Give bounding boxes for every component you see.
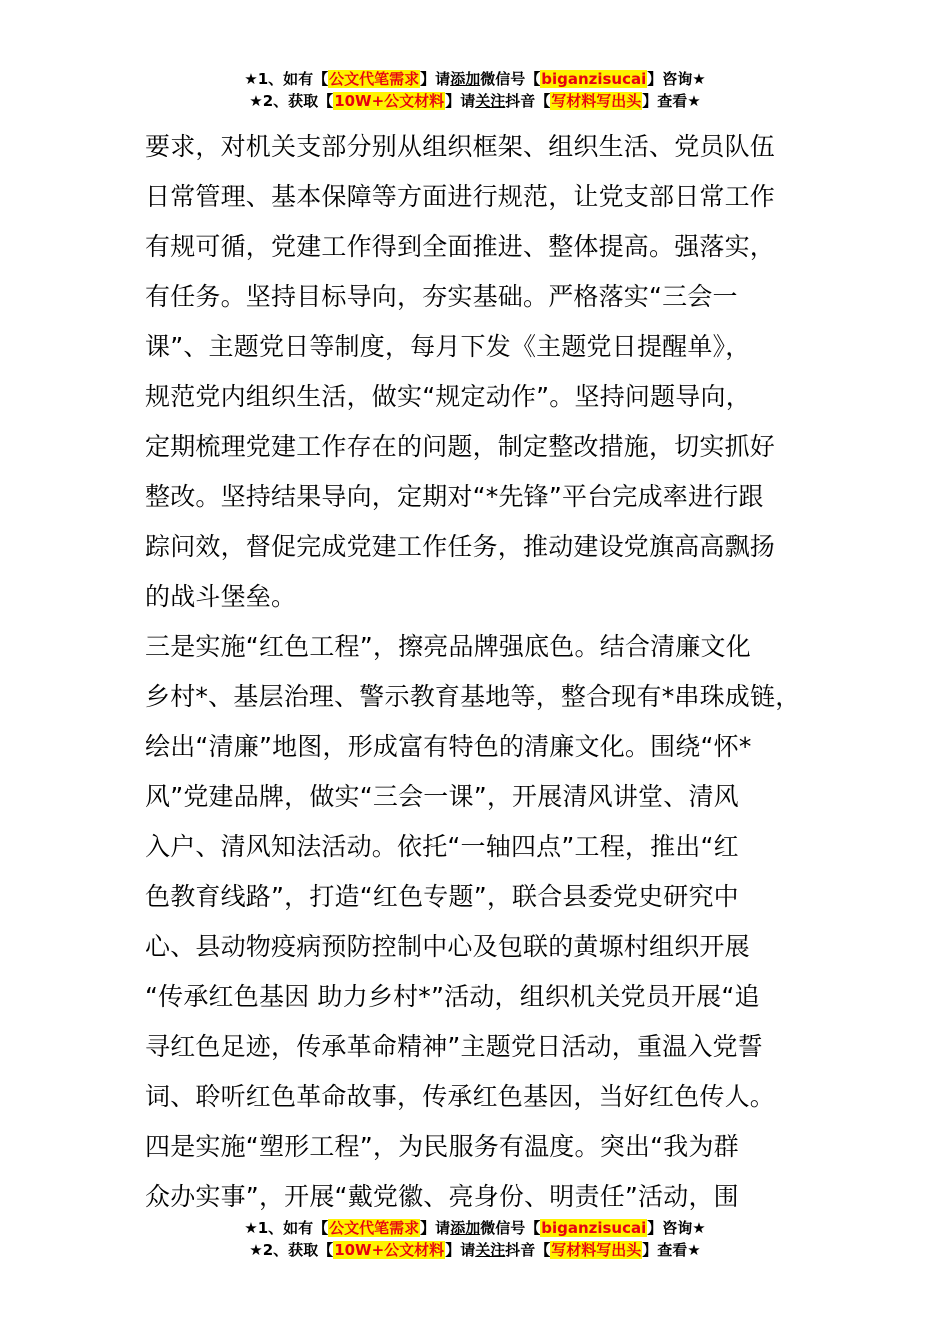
paragraph-3 <box>145 1122 815 1222</box>
banner-line-1 <box>0 1217 950 1239</box>
text-line: 踪问效，督促完成党建工作任务，推动建设党旗高高飘扬 <box>145 532 776 561</box>
banner-text: 】请 <box>420 1219 451 1237</box>
text-line: 有规可循，党建工作得到全面推进、整体提高。强落实， <box>145 232 776 261</box>
text-line: 有任务。坚持目标导向，夯实基础。严格落实“三会一 <box>145 282 738 311</box>
banner-underlined-text: 添加 <box>450 70 481 88</box>
banner-line-1 <box>0 68 950 90</box>
text-line: 三是实施“红色工程”，擦亮品牌强底色。结合清廉文化 <box>145 632 751 661</box>
banner-text: ★1、如有【 <box>244 1219 329 1237</box>
text-line: 色教育线路”，打造“红色专题”，联合县委党史研究中 <box>145 882 739 911</box>
paragraph-1 <box>145 122 815 622</box>
banner-underlined-text: 添加 <box>450 1219 481 1237</box>
banner-text: 抖音【 <box>505 1241 551 1259</box>
banner-text: 】查看★ <box>642 1241 701 1259</box>
banner-line-2 <box>0 1239 950 1261</box>
banner-text: ★2、获取【 <box>249 92 334 110</box>
highlight-douyin: 写材料写出头 <box>551 1241 642 1259</box>
text-line: 众办实事”，开展“戴党徽、亮身份、明责任”活动，围 <box>145 1182 739 1211</box>
highlight-wechat-id: biganzisucai <box>541 70 647 88</box>
text-line: 词、聆听红色革命故事，传承红色基因，当好红色传人。 <box>145 1082 776 1111</box>
text-line: 的战斗堡垒。 <box>145 582 297 611</box>
text-line: 规范党内组织生活，做实“规定动作”。坚持问题导向， <box>145 382 751 411</box>
banner-text: 】请 <box>445 1241 476 1259</box>
text-line: 心、县动物疫病预防控制中心及包联的黄塬村组织开展 <box>145 932 750 961</box>
highlight-service: 公文代笔需求 <box>329 1219 420 1237</box>
text-line: 入户、清风知法活动。依托“一轴四点”工程，推出“红 <box>145 832 739 861</box>
highlight-materials: 10W+公文材料 <box>334 92 445 110</box>
text-line: 四是实施“塑形工程”，为民服务有温度。突出“我为群 <box>145 1132 739 1161</box>
text-line: 定期梳理党建工作存在的问题，制定整改措施，切实抓好 <box>145 432 776 461</box>
highlight-materials: 10W+公文材料 <box>334 1241 445 1259</box>
banner-text: 抖音【 <box>505 92 551 110</box>
header-banner <box>0 68 950 112</box>
text-line: 绘出“清廉”地图，形成富有特色的清廉文化。围绕“怀* <box>145 732 752 761</box>
banner-text: 】请 <box>420 70 451 88</box>
text-line: 整改。坚持结果导向，定期对“*先锋”平台完成率进行跟 <box>145 482 764 511</box>
highlight-service: 公文代笔需求 <box>329 70 420 88</box>
banner-text: 微信号【 <box>480 1219 541 1237</box>
banner-underlined-text: 关注 <box>475 1241 506 1259</box>
highlight-wechat-id: biganzisucai <box>541 1219 647 1237</box>
text-line: “传承红色基因 助力乡村*”活动，组织机关党员开展“追 <box>145 982 760 1011</box>
text-line: 课”、主题党日等制度，每月下发《主题党日提醒单》， <box>145 332 751 361</box>
banner-line-2 <box>0 90 950 112</box>
document-body <box>145 122 815 1222</box>
paragraph-2 <box>145 622 815 1122</box>
text-line: 乡村*、基层治理、警示教育基地等，整合现有*串珠成链， <box>145 682 801 711</box>
banner-text: 】请 <box>445 92 476 110</box>
banner-text: 微信号【 <box>480 70 541 88</box>
text-line: 日常管理、基本保障等方面进行规范，让党支部日常工作 <box>145 182 776 211</box>
banner-underlined-text: 关注 <box>475 92 506 110</box>
footer-banner <box>0 1217 950 1261</box>
text-line: 风”党建品牌，做实“三会一课”，开展清风讲堂、清风 <box>145 782 739 811</box>
banner-text: 】查看★ <box>642 92 701 110</box>
highlight-douyin: 写材料写出头 <box>551 92 642 110</box>
text-line: 要求，对机关支部分别从组织框架、组织生活、党员队伍 <box>145 132 776 161</box>
banner-text: 】咨询★ <box>647 70 706 88</box>
text-line: 寻红色足迹，传承革命精神”主题党日活动，重温入党誓 <box>145 1032 763 1061</box>
banner-text: 】咨询★ <box>647 1219 706 1237</box>
banner-text: ★2、获取【 <box>249 1241 334 1259</box>
banner-text: ★1、如有【 <box>244 70 329 88</box>
